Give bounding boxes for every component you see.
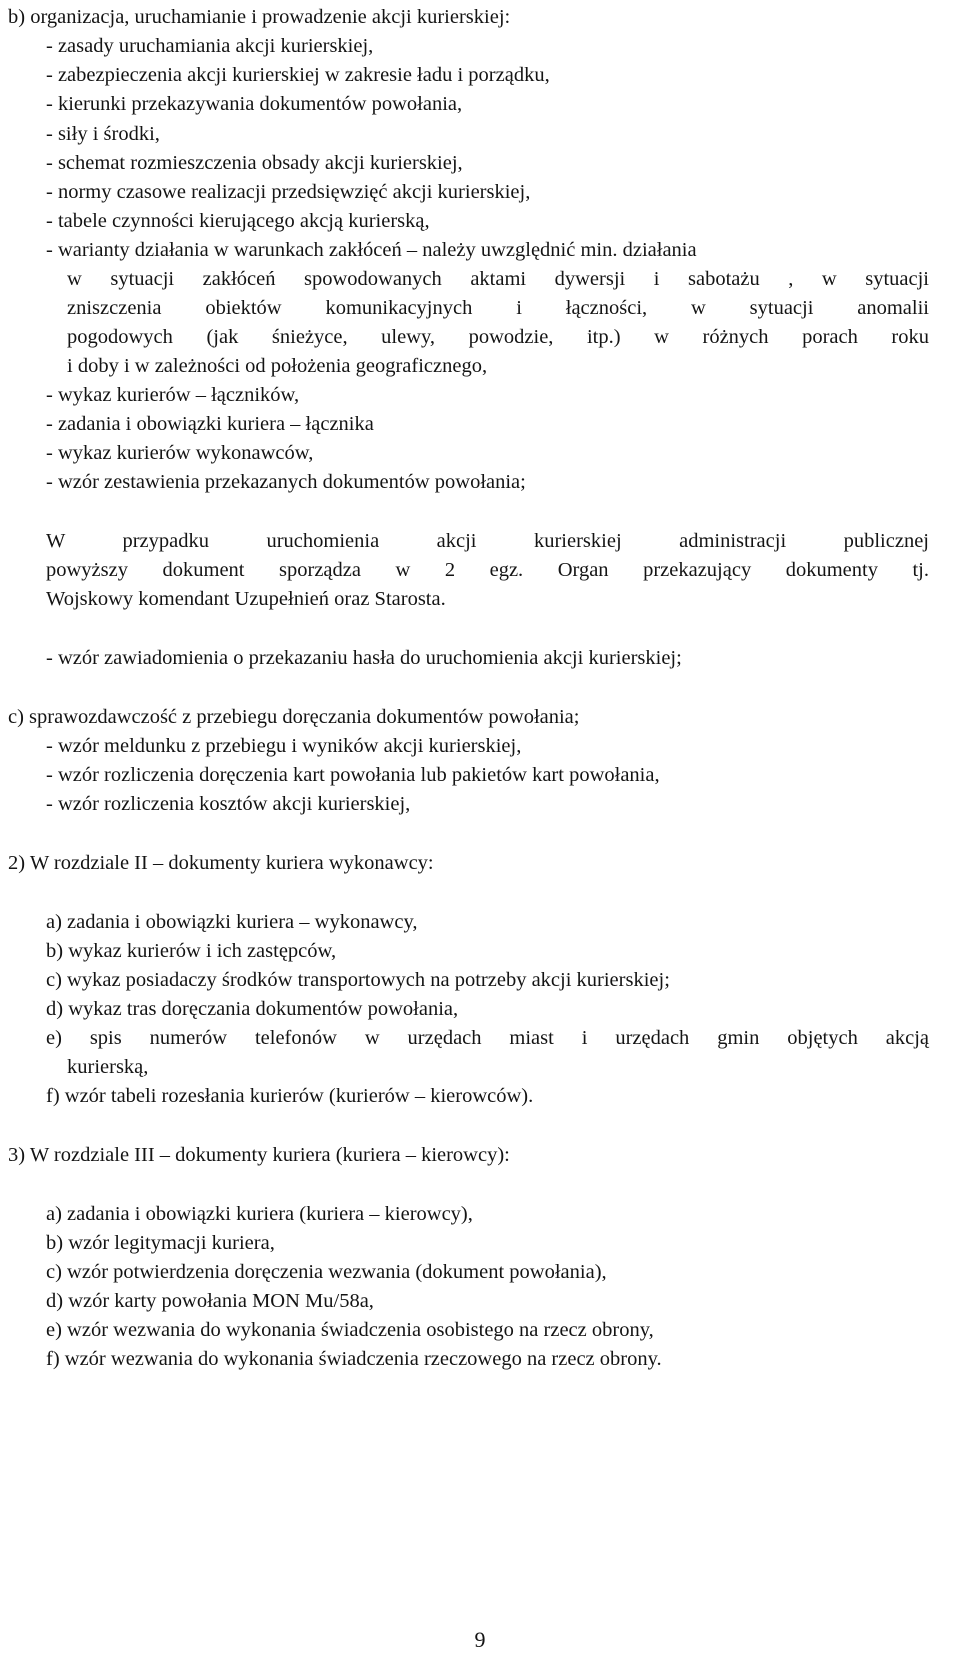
list-item: b) wykaz kurierów i ich zastępców, — [46, 940, 337, 962]
list-item: d) wzór karty powołania MON Mu/58a, — [46, 1290, 374, 1312]
list-item: e) spis numerów telefonów w urzędach miast i urzędach gmin objętych akcją — [46, 1027, 929, 1049]
list-item: - wykaz kurierów wykonawców, — [46, 442, 314, 464]
list-item: - wykaz kurierów – łączników, — [46, 384, 300, 406]
list-item: e) wzór wezwania do wykonania świadczenia osobistego na rzecz obrony, — [46, 1319, 654, 1341]
list-item: - wzór rozliczenia doręczenia kart powołania lub pakietów kart powołania, — [46, 764, 660, 786]
list-item-continuation: w sytuacji zakłóceń spowodowanych aktami dywersji i sabotażu , w sytuacji — [67, 268, 929, 290]
list-item: f) wzór tabeli rozesłania kurierów (kurierów – kierowców). — [46, 1085, 534, 1107]
list-item: - zasady uruchamiania akcji kurierskiej, — [46, 35, 374, 57]
list-item: f) wzór wezwania do wykonania świadczenia rzeczowego na rzecz obrony. — [46, 1348, 662, 1370]
list-item: - wzór zawiadomienia o przekazaniu hasła do uruchomienia akcji kurierskiej; — [46, 647, 682, 669]
list-item-continuation: zniszczenia obiektów komunikacyjnych i łączności, w sytuacji anomalii — [67, 297, 929, 319]
list-item: - zadania i obowiązki kuriera – łącznika — [46, 413, 374, 435]
list-item: - warianty działania w warunkach zakłóceń – należy uwzględnić min. działania — [46, 239, 697, 261]
chapter-2-heading: 2) W rozdziale II – dokumenty kuriera wykonawcy: — [8, 852, 434, 874]
list-item: - wzór rozliczenia kosztów akcji kurierskiej, — [46, 793, 411, 815]
list-item: - wzór zestawienia przekazanych dokumentów powołania; — [46, 471, 526, 493]
list-item: - siły i środki, — [46, 123, 160, 145]
chapter-3-heading: 3) W rozdziale III – dokumenty kuriera (kuriera – kierowcy): — [8, 1144, 510, 1166]
list-item: - wzór meldunku z przebiegu i wyników akcji kurierskiej, — [46, 735, 522, 757]
list-item: a) zadania i obowiązki kuriera – wykonawcy, — [46, 911, 418, 933]
section-c-heading: c) sprawozdawczość z przebiegu doręczania dokumentów powołania; — [8, 706, 580, 728]
list-item: - tabele czynności kierującego akcją kurierską, — [46, 210, 430, 232]
list-item: - kierunki przekazywania dokumentów powołania, — [46, 93, 463, 115]
note-paragraph-line: powyższy dokument sporządza w 2 egz. Organ przekazujący dokumenty tj. — [46, 559, 929, 581]
list-item: c) wykaz posiadaczy środków transportowych na potrzeby akcji kurierskiej; — [46, 969, 670, 991]
list-item: a) zadania i obowiązki kuriera (kuriera – kierowcy), — [46, 1203, 473, 1225]
note-paragraph-line: Wojskowy komendant Uzupełnień oraz Starosta. — [46, 588, 446, 610]
list-item: - zabezpieczenia akcji kurierskiej w zakresie ładu i porządku, — [46, 64, 550, 86]
list-item: b) wzór legitymacji kuriera, — [46, 1232, 275, 1254]
section-b-heading: b) organizacja, uruchamianie i prowadzenie akcji kurierskiej: — [8, 6, 511, 28]
list-item: c) wzór potwierdzenia doręczenia wezwania (dokument powołania), — [46, 1261, 607, 1283]
list-item: d) wykaz tras doręczania dokumentów powołania, — [46, 998, 459, 1020]
note-paragraph-line: W przypadku uruchomienia akcji kurierskiej administracji publicznej — [46, 530, 929, 552]
list-item: - normy czasowe realizacji przedsięwzięć akcji kurierskiej, — [46, 181, 531, 203]
list-item-continuation: pogodowych (jak śnieżyce, ulewy, powodzie, itp.) w różnych porach roku — [67, 326, 929, 348]
list-item-continuation: kurierską, — [67, 1056, 149, 1078]
page-number: 9 — [474, 1627, 486, 1652]
list-item-continuation: i doby i w zależności od położenia geograficznego, — [67, 355, 488, 377]
list-item: - schemat rozmieszczenia obsady akcji kurierskiej, — [46, 152, 463, 174]
